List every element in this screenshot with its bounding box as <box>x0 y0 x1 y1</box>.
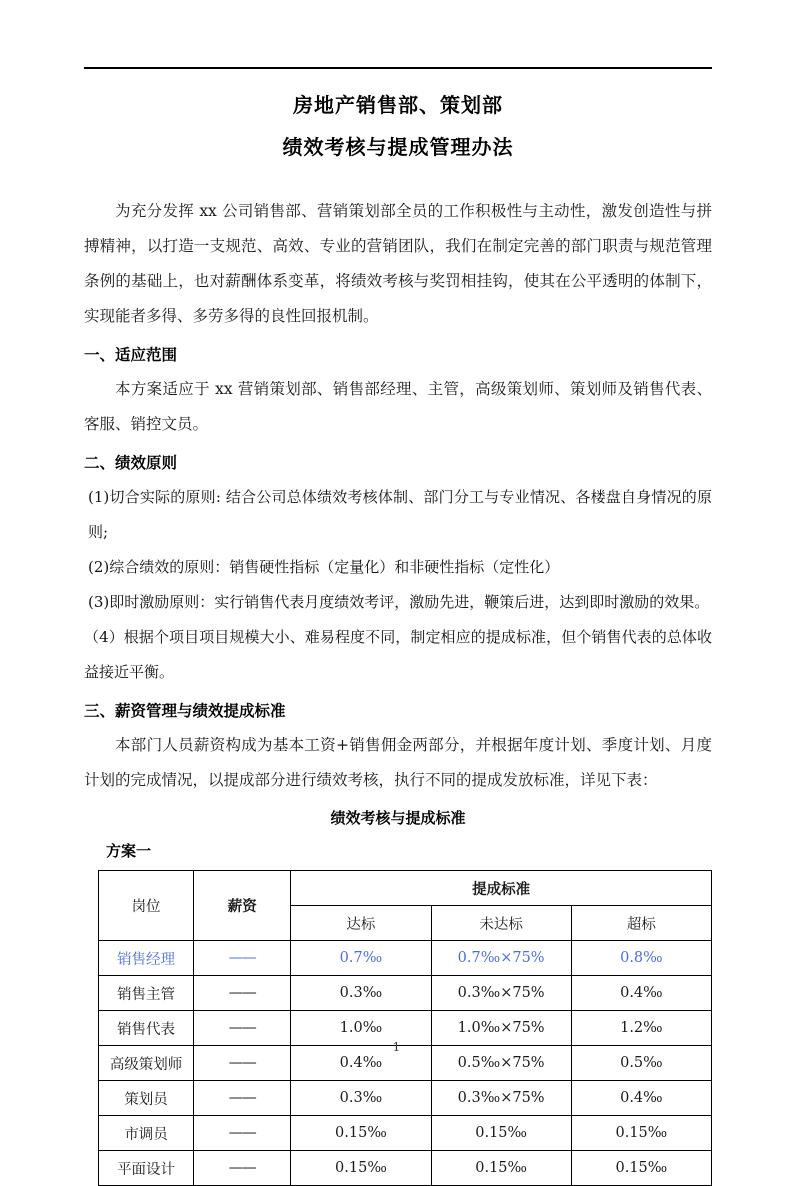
th-salary: 薪资 <box>194 871 291 941</box>
cell-not-reached: 0.15‰ <box>431 1116 571 1151</box>
intro-block <box>84 194 712 334</box>
table-row <box>99 1151 712 1186</box>
cell-exceeded: 0.5‰ <box>571 1046 711 1081</box>
table-row <box>99 1081 712 1116</box>
cell-reached: 1.0‰ <box>291 1011 431 1046</box>
section-heading-salary: 三、薪资管理与绩效提成标准 <box>84 702 286 720</box>
principle-item-4: （4）根据个项目项目规模大小、难易程度不同，制定相应的提成标准，但个销售代表的总体收益接近平衡。 <box>84 628 712 681</box>
principle-item-3: (3)即时激励原则：实行销售代表月度绩效考评，激励先进，鞭策后进，达到即时激励的效果。 <box>88 593 710 611</box>
cell-reached: 0.15‰ <box>291 1151 431 1186</box>
section-heading-scope: 一、适应范围 <box>84 346 178 364</box>
cell-reached: 0.4‰ <box>291 1046 431 1081</box>
th-commission-group: 提成标准 <box>291 871 712 906</box>
cell-salary: —— <box>194 1046 291 1081</box>
section-body-salary: 本部门人员薪资构成为基本工资+销售佣金两部分，并根据年度计划、季度计划、月度计划的完成情况，以提成部分进行绩效考核，执行不同的提成发放标准，详见下表： <box>84 736 712 789</box>
principle-item-2: (2)综合绩效的原则：销售硬性指标（定量化）和非硬性指标（定性化） <box>88 558 560 576</box>
th-not-reached: 未达标 <box>431 906 571 941</box>
cell-not-reached: 0.3‰×75% <box>431 976 571 1011</box>
cell-salary: —— <box>194 941 291 976</box>
cell-position: 市调员 <box>99 1116 194 1151</box>
cell-reached: 0.15‰ <box>291 1116 431 1151</box>
cell-position: 销售主管 <box>99 976 194 1011</box>
cell-exceeded: 0.15‰ <box>571 1116 711 1151</box>
intro-paragraph: 为充分发挥 xx 公司销售部、营销策划部全员的工作积极性与主动性，激发创造性与拼搏精神，以打造一支规范、高效、专业的营销团队，我们在制定完善的部门职责与规范管理条例的基础上，也对薪酬体系变革，将绩效考核与奖罚相挂钩，使其在公平透明的体制下，实现能者多得、多劳多得的良性回报机制。 <box>84 202 712 325</box>
table-head <box>99 871 712 941</box>
table-header-row-1 <box>99 871 712 906</box>
cell-exceeded: 0.8‰ <box>571 941 711 976</box>
table-caption: 绩效考核与提成标准 <box>330 809 466 827</box>
cell-not-reached: 0.7‰×75% <box>431 941 571 976</box>
document-content <box>84 80 712 1186</box>
cell-exceeded: 0.4‰ <box>571 1081 711 1116</box>
page-number: 1 <box>392 1040 401 1054</box>
th-reached: 达标 <box>291 906 431 941</box>
section-body-scope: 本方案适应于 xx 营销策划部、销售部经理、主管，高级策划师、策划师及销售代表、客服、销控文员。 <box>84 380 712 433</box>
cell-position: 高级策划师 <box>99 1046 194 1081</box>
table-row <box>99 1116 712 1151</box>
header-rule <box>84 67 712 69</box>
cell-exceeded: 1.2‰ <box>571 1011 711 1046</box>
cell-position: 销售经理 <box>99 941 194 976</box>
table-row <box>99 941 712 976</box>
cell-reached: 0.7‰ <box>291 941 431 976</box>
table-body <box>99 941 712 1186</box>
cell-salary: —— <box>194 1151 291 1186</box>
cell-position: 平面设计 <box>99 1151 194 1186</box>
cell-not-reached: 0.3‰×75% <box>431 1081 571 1116</box>
cell-position: 销售代表 <box>99 1011 194 1046</box>
page-title-line-2: 绩效考核与提成管理办法 <box>282 135 514 159</box>
cell-exceeded: 0.4‰ <box>571 976 711 1011</box>
cell-salary: —— <box>194 976 291 1011</box>
cell-reached: 0.3‰ <box>291 1081 431 1116</box>
principle-item-1: (1)切合实际的原则: 结合公司总体绩效考核体制、部门分工与专业情况、各楼盘自身情况的原则; <box>88 488 712 541</box>
section-heading-principles: 二、绩效原则 <box>84 454 178 472</box>
cell-position: 策划员 <box>99 1081 194 1116</box>
cell-salary: —— <box>194 1011 291 1046</box>
commission-standards-table <box>98 870 712 1186</box>
th-position: 岗位 <box>99 871 194 941</box>
table-row <box>99 976 712 1011</box>
cell-exceeded: 0.15‰ <box>571 1151 711 1186</box>
th-exceeded: 超标 <box>571 906 711 941</box>
cell-reached: 0.3‰ <box>291 976 431 1011</box>
cell-salary: —— <box>194 1116 291 1151</box>
cell-not-reached: 1.0‰×75% <box>431 1011 571 1046</box>
page-title-line-1: 房地产销售部、策划部 <box>293 93 503 117</box>
cell-not-reached: 0.15‰ <box>431 1151 571 1186</box>
cell-salary: —— <box>194 1081 291 1116</box>
plan-label: 方案一 <box>106 842 152 860</box>
cell-not-reached: 0.5‰×75% <box>431 1046 571 1081</box>
